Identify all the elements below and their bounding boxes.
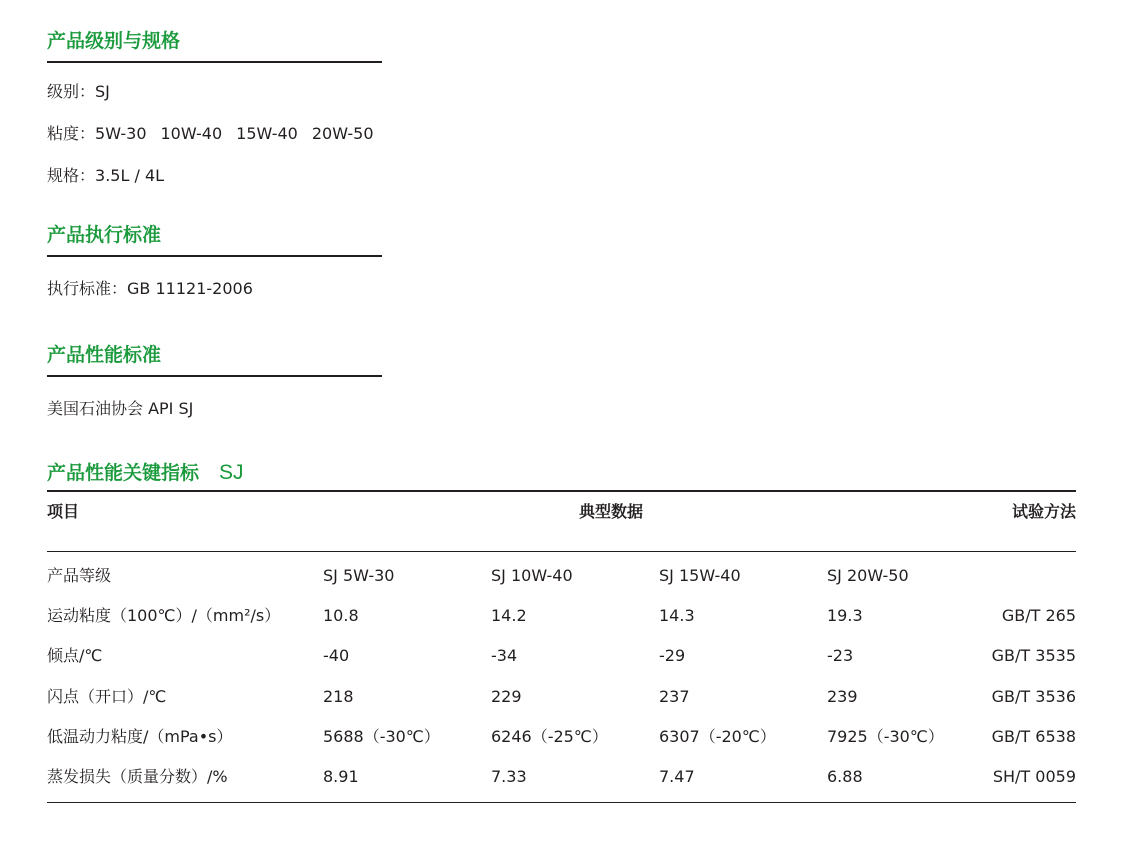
row-value: 14.2 <box>491 606 527 626</box>
section-divider <box>47 61 382 63</box>
key-indicators-title: 产品性能关键指标 <box>47 462 200 484</box>
row-value: 19.3 <box>827 606 863 626</box>
row-value: 6.88 <box>827 767 863 786</box>
section-divider <box>47 375 382 377</box>
table-row <box>47 564 1076 588</box>
viscosity-value: 10W-40 <box>160 124 223 143</box>
row-value: -23 <box>827 646 854 666</box>
row-label: 闪点（开口）/℃ <box>47 686 167 706</box>
row-test-method: GB/T 3536 <box>991 686 1076 706</box>
performance-text: 美国石油协会 API SJ <box>47 399 194 418</box>
row-label: 产品等级 <box>47 566 112 585</box>
row-test-method: SH/T 0059 <box>992 767 1076 786</box>
row-value: 237 <box>659 686 690 706</box>
spec-value: 3.5L / 4L <box>95 166 165 185</box>
row-value: 6246（-25℃） <box>491 726 608 746</box>
row-label: 蒸发损失（质量分数）/% <box>47 767 228 786</box>
table-row <box>47 765 1076 789</box>
row-value: 6307（-20℃） <box>659 726 776 746</box>
row-value: 7.33 <box>491 767 527 786</box>
row-value: 7.47 <box>659 767 695 786</box>
row-label: 低温动力粘度/（mPa•s） <box>47 726 233 746</box>
spec-line <box>47 168 164 184</box>
section-title-standard: 产品执行标准 <box>47 224 162 246</box>
row-value: SJ 5W-30 <box>323 566 395 585</box>
viscosity-value: 5W-30 <box>95 124 147 143</box>
header-item: 项目 <box>47 502 80 521</box>
table-row <box>47 604 1076 628</box>
grade-value: SJ <box>95 82 110 101</box>
row-test-method: GB/T 6538 <box>991 726 1076 746</box>
table-bottom-rule <box>47 802 1076 803</box>
spec-label: 规格： <box>47 166 96 185</box>
key-indicators-suffix: SJ <box>219 461 244 484</box>
viscosity-value: 15W-40 <box>236 124 298 143</box>
row-value: 14.3 <box>659 606 695 626</box>
table-header-rule <box>47 551 1076 552</box>
row-value: SJ 10W-40 <box>491 566 573 585</box>
standard-line <box>47 281 253 297</box>
row-value: 10.8 <box>323 606 359 626</box>
row-value: 8.91 <box>323 767 359 786</box>
section-title-key-indicators <box>47 462 244 483</box>
row-value: SJ 20W-50 <box>827 566 909 585</box>
standard-value: GB 11121-2006 <box>127 279 253 298</box>
table-top-rule <box>47 490 1076 492</box>
viscosity-label: 粘度： <box>47 124 96 143</box>
grade-line <box>47 84 110 100</box>
row-value: 7925（-30℃） <box>827 726 944 746</box>
row-value: -29 <box>659 646 686 666</box>
viscosity-line <box>47 126 374 142</box>
section-divider <box>47 255 382 257</box>
viscosity-value: 20W-50 <box>311 124 374 143</box>
row-value: 218 <box>323 686 354 706</box>
row-value: -40 <box>323 646 350 666</box>
row-value: 5688（-30℃） <box>323 726 440 746</box>
row-test-method: GB/T 265 <box>1001 606 1076 626</box>
row-value: 239 <box>827 686 858 706</box>
section-title-grade: 产品级别与规格 <box>47 30 181 52</box>
header-test-method: 试验方法 <box>1011 502 1076 521</box>
header-typical-data: 典型数据 <box>579 502 644 521</box>
table-row <box>47 644 1076 668</box>
table-row <box>47 685 1076 709</box>
grade-label: 级别： <box>47 82 96 101</box>
row-label: 倾点/℃ <box>47 646 103 666</box>
standard-label: 执行标准： <box>47 279 128 298</box>
row-value: -34 <box>491 646 518 666</box>
row-value: 229 <box>491 686 522 706</box>
table-row <box>47 725 1076 749</box>
row-test-method: GB/T 3535 <box>991 646 1076 666</box>
section-title-performance: 产品性能标准 <box>47 344 162 366</box>
row-label: 运动粘度（100℃）/（mm²/s） <box>47 606 281 626</box>
row-value: SJ 15W-40 <box>659 566 741 585</box>
